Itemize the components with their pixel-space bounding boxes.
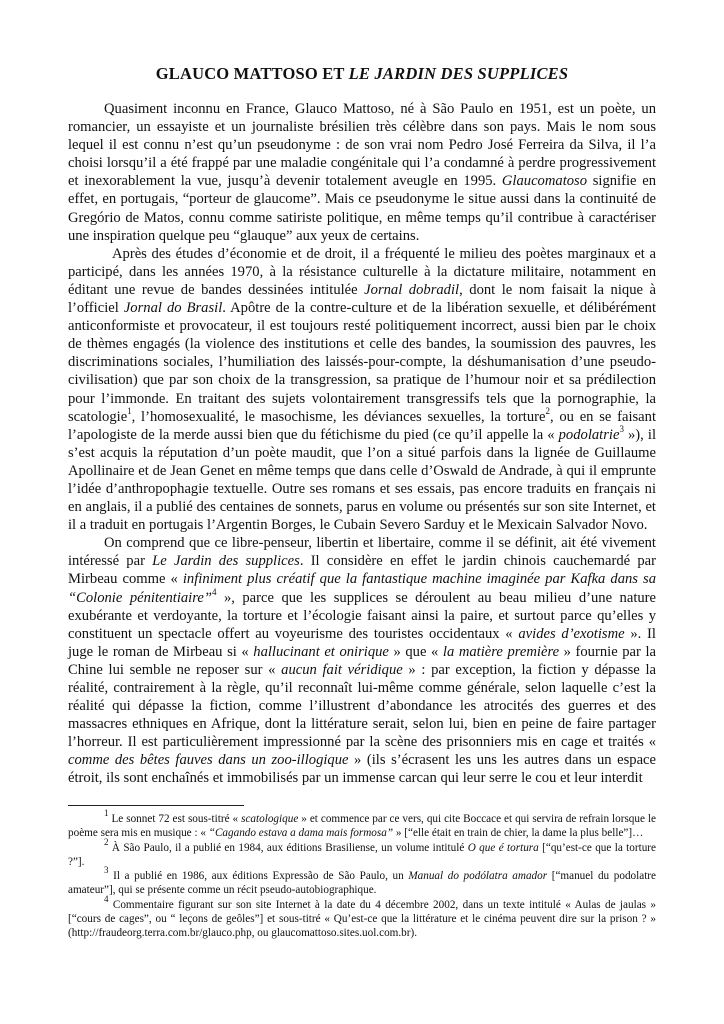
footnote-1	[68, 808, 656, 841]
title-main: GLAUCO MATTOSO ET	[155, 64, 349, 83]
body-text	[68, 100, 656, 788]
text-run: » que «	[388, 643, 443, 660]
text-run: signifie en effet, en portugais, “porteur de glaucome”. Mais ce pseudonyme le situe aussi dans la continuité de Gregório de Matos, connu comme satiriste politique, en même temps qu’il contribue à caractériser une inspiration quelque peu “glauque” aux yeux de certains.	[68, 173, 656, 244]
italic-run: infiniment plus créatif que la fantastique machine imaginée par Kafka dans sa “Colonie pénitentiaire”	[68, 571, 656, 606]
footnote-ref-3[interactable]: 3	[619, 423, 624, 434]
paragraph-2	[68, 245, 656, 535]
footnote-number: 3	[104, 865, 109, 876]
italic-run: aucun fait véridique	[281, 661, 403, 678]
italic-run: Glaucomatoso	[501, 173, 588, 190]
footnote-number: 2	[104, 836, 109, 847]
text-run: Après des études d’économie et de droit, il a fréquenté le milieu des poètes marginaux et a participé, dans les années 1970, à la résistance culturelle à la dictature militaire, notamment en éditant une revue de bandes dessinées intitulée	[68, 245, 656, 298]
text-run: , l’homosexualité, le masochisme, les déviances sexuelles, la torture	[131, 408, 546, 425]
footnote-3	[68, 865, 657, 898]
italic-run: Jornal dobradil	[364, 281, 460, 298]
text-run: . Apôtre de la contre-culture et de la libération sexuelle, et délibérément anticonformiste et provocateur, il est toujours resté politiquement incorrect, aussi bien par le choix de thèmes engagés (la violence des institutions et celle des bandes, la soumission des pauvres, les discriminations sociales, l’humiliation des laissés-pour-compte, la déshumanisation d’une pseudo-civilisation) que par son choix de la transgression, sa pratique de l’humour noir et sa prédilection pour l’immonde. En traitant des sujets volontairement transgressifs tels que la pornographie, la scatologie	[68, 300, 657, 425]
italic-run: comme des bêtes fauves dans un zoo-illogique	[68, 752, 349, 769]
footnote-number: 1	[104, 808, 109, 819]
text-run: » et commence par ce vers, qui cite Boccace et qui servira de refrain lorsque le poème sera mis en musique : «	[68, 813, 656, 840]
paragraph-1	[68, 100, 656, 245]
italic-run: Jornal do Brasil	[123, 300, 223, 317]
text-run: , dont le nom faisait la nique à l’officiel	[68, 281, 656, 317]
text-run: »), il s’est acquis la réputation d’un poète maudit, que l’on a situé parfois dans la lignée de Guillaume Apollinaire et de Jean Genet en même temps que dans celle d’Oswald de Andrade, à qui il emprunte l’idée d’anthropophagie textuelle. Outre ses romans et ses essais, pas encore traduits en français ni en anglais, il a publié des centaines de sonnets, parus en volume ou présentés sur son site Internet, et il a traduit en portugais l’Argentin Borges, le Cubain Severo Sarduy et le Mexicain Salvador Novo.	[68, 426, 656, 534]
footnote-separator	[68, 805, 244, 806]
text-run: Le sonnet 72 est sous-titré «	[108, 813, 242, 825]
text-run: » : par exception, la fiction y dépasse la réalité, contrairement à la règle, qu’il reconnaît lui-même comme générale, selon laquelle c’est la réalité qui dépasse la fiction, comme l’illustrent d’abondance les atrocités des guerres et des massacres ethniques en Afrique, dont la littérature serait, selon lui, bien en peine de faire partager l’horreur. Il est particulièrement impressionné par la scène des prisonniers mis en cage et traités «	[68, 661, 656, 751]
italic-run: O que é tortura	[467, 841, 539, 854]
italic-run: avides d’exotisme	[518, 625, 625, 642]
text-run: », parce que les supplices se déroulent au beau milieu d’une nature exubérante et verdoyante, la torture et l’écologie faisant ainsi la paire, et surtout parce qu’elles y constituent un spectacle offert au voyeurisme des touristes occidentaux «	[68, 589, 657, 642]
footnote-4	[68, 894, 656, 941]
footnote-ref-1[interactable]: 1	[127, 405, 132, 416]
italic-run: Le Jardin des supplices	[152, 553, 300, 570]
italic-run: “Cagando estava a dama mais formosa”	[208, 827, 394, 840]
text-run: [“manuel du podolatre amateur”], qui se présente comme un récit pseudo-autobiographique.	[68, 870, 657, 897]
text-run: À São Paulo, il a publié en 1984, aux éditions Brasiliense, un volume intitulé	[108, 841, 468, 854]
text-run: Il a publié en 1986, aux éditions Expressão de São Paulo, un	[108, 870, 409, 883]
text-run: Quasiment inconnu en France, Glauco Mattoso, né à São Paulo en 1951, est un poète, un romancier, un essayiste et un journaliste brésilien très célèbre dans son pays. Mais le nom sous lequel il est connu n’est qu’un pseudonyme : de son vrai nom Pedro José Ferreira da Silva, il l’a choisi lorsqu’il a été frappé par une maladie congénitale qui l’a condamné à perdre progressivement et inexorablement la vue, jusqu’à devenir totalement aveugle en 1995.	[68, 101, 656, 190]
footnote-number: 4	[104, 894, 109, 905]
text-run: , ou en se faisant l’apologiste de la merde aussi bien que du fétichisme du pied (ce qu’il appelle la «	[68, 408, 657, 443]
text-run: Commentaire figurant sur son site Internet à la date du 4 décembre 2002, dans un texte intitulé « Aulas de jaulas » [“cours de cages”, ou “ leçons de geôles”] et sous-titré « Qu’est-ce que la littérature et le cinéma peuvent dire sur la prison ? » (http://fraudeorg.terra.com.br/glauco.php, ou glaucomattoso.sites.uol.com.br).	[68, 898, 656, 940]
italic-run: podolatrie	[558, 426, 620, 443]
italic-run: Manual do podólatra amador	[408, 870, 548, 883]
footnote-ref-4[interactable]: 4	[211, 586, 217, 597]
text-run: » [“elle était en train de chier, la dame la plus belle”]…	[393, 827, 644, 840]
text-run: On comprend que ce libre-penseur, libertin et libertaire, comme il se définit, ait été vivement intéressé par	[68, 535, 656, 570]
text-run: » (ils s’écrasent les uns les autres dans un espace étroit, ils sont enchaînés et immobilisés par un immense carcan qui leur serre le cou et leur interdit	[68, 752, 656, 787]
title-italic: LE JARDIN DES SUPPLICES	[348, 64, 569, 83]
italic-run: scatologique	[241, 813, 299, 825]
text-run: ». Il juge le roman de Mirbeau si «	[68, 625, 656, 660]
footnote-2	[68, 836, 656, 870]
italic-run: la matière première	[442, 643, 560, 660]
footnotes	[68, 808, 657, 941]
italic-run: hallucinant et onirique	[253, 643, 389, 660]
text-run: . Il considère en effet le jardin chinois cauchemardé par Mirbeau comme «	[68, 553, 656, 588]
paragraph-3	[68, 534, 656, 787]
page-title	[68, 64, 656, 84]
text-run: » fournie par la Chine lui semble ne reposer sur «	[68, 643, 656, 678]
text-run: [“qu’est-ce que la torture ?”].	[68, 841, 656, 868]
footnote-ref-2[interactable]: 2	[545, 405, 550, 416]
